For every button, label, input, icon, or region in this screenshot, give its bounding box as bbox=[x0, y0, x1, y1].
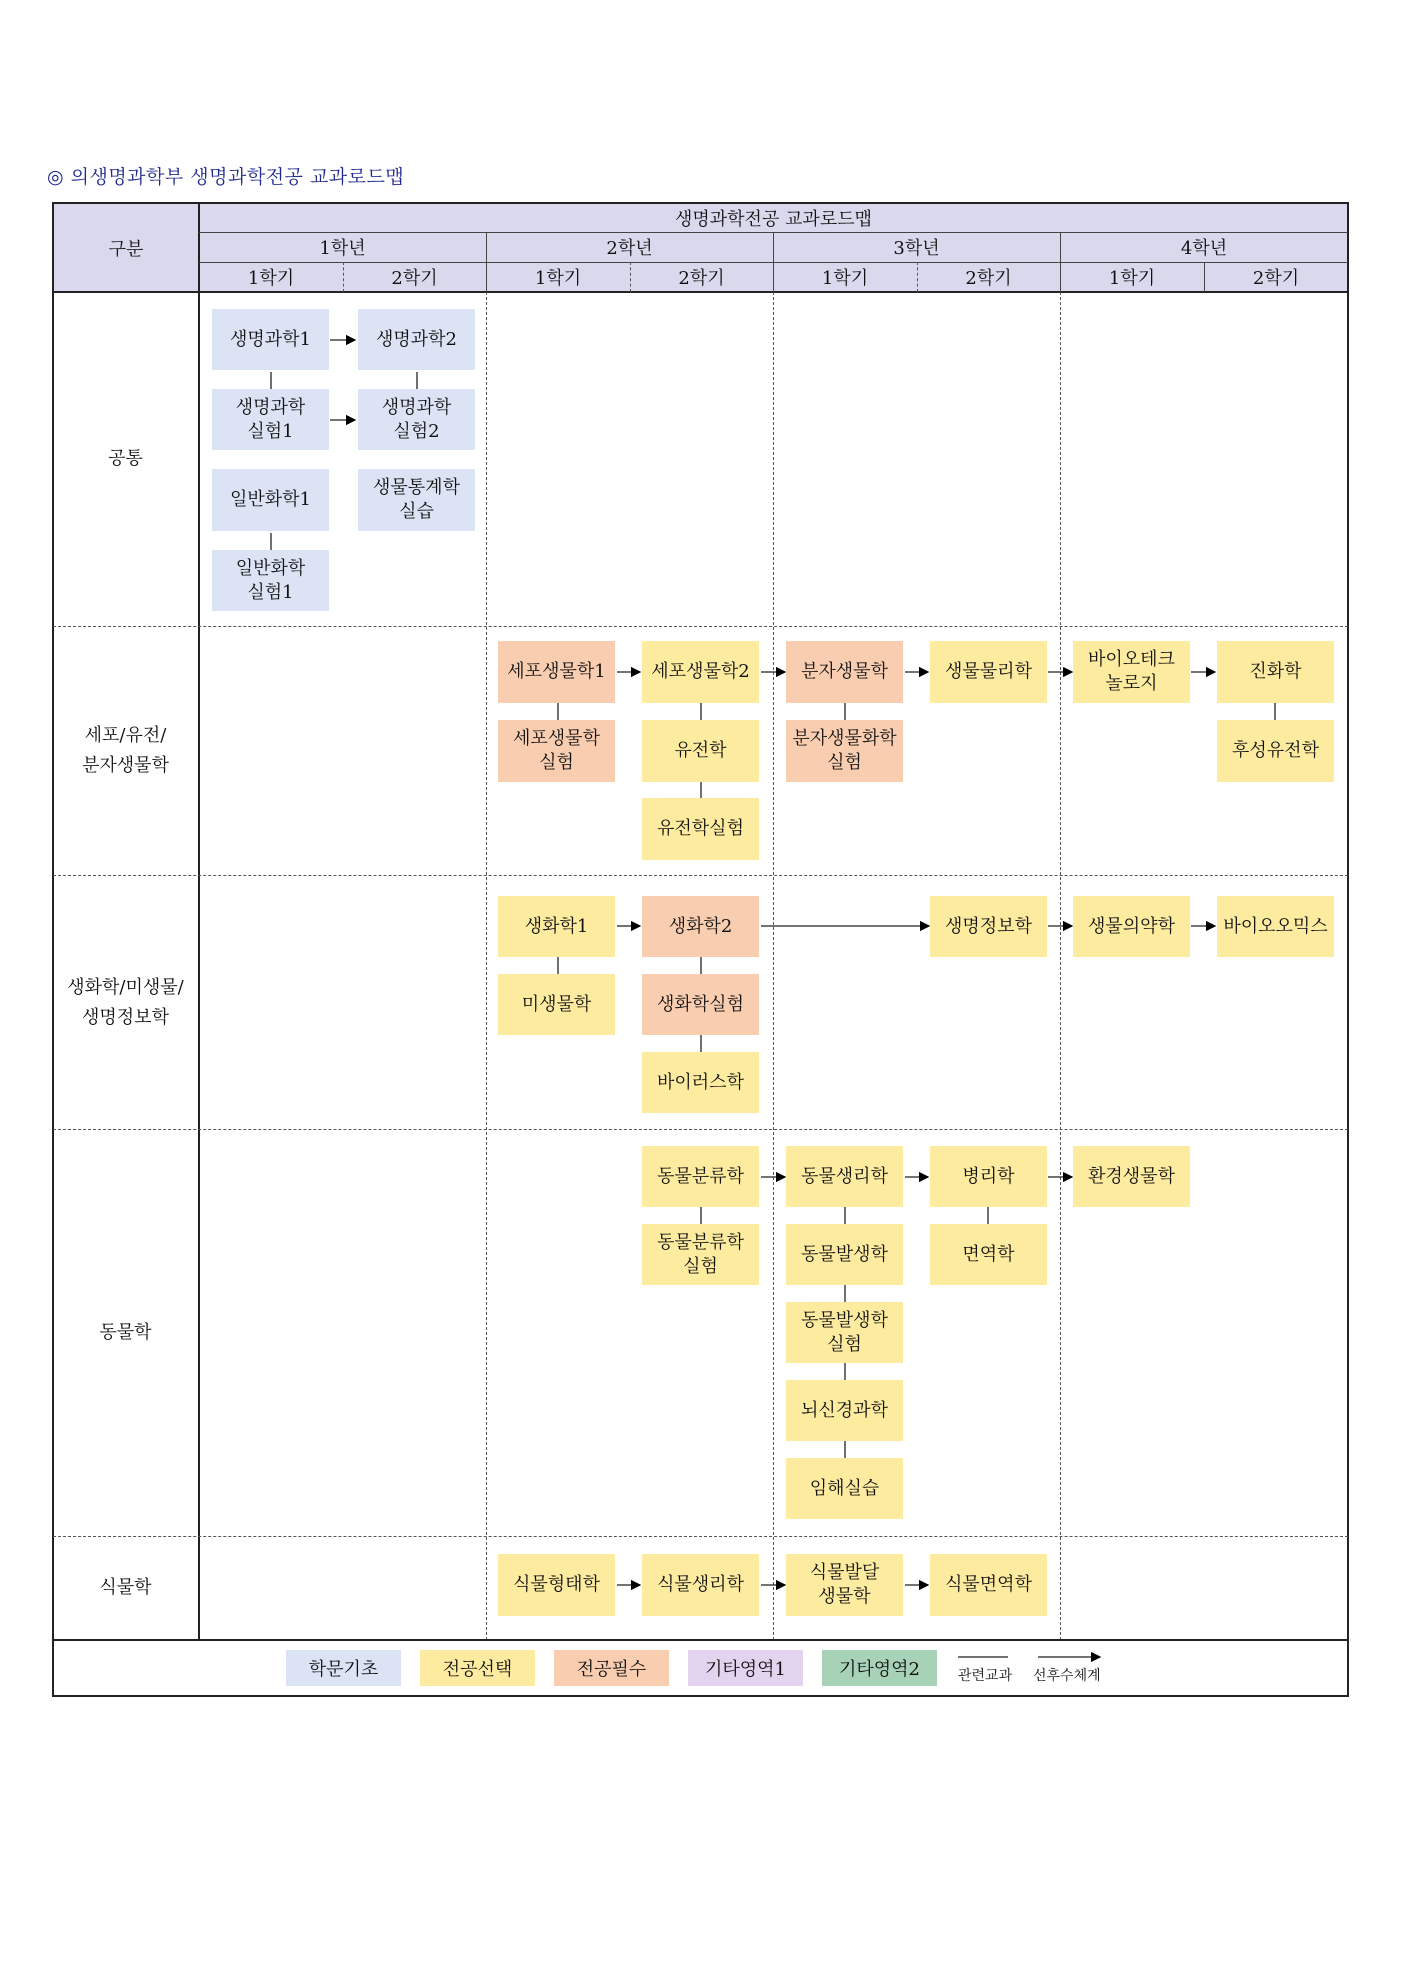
course-box: 세포생물학 실험 bbox=[498, 720, 615, 782]
course-box: 미생물학 bbox=[498, 974, 615, 1035]
header-semester: 2학기 bbox=[1252, 268, 1300, 289]
row-label-common: 공통 bbox=[108, 448, 143, 469]
course-box: 바이러스학 bbox=[642, 1052, 759, 1113]
divider bbox=[53, 1129, 1348, 1130]
course-box: 생명과학2 bbox=[358, 309, 475, 370]
course-box: 세포생물학1 bbox=[498, 641, 615, 703]
course-box: 생화학2 bbox=[642, 896, 759, 957]
course-box: 병리학 bbox=[930, 1146, 1047, 1207]
course-box: 분자생물학 bbox=[786, 641, 903, 703]
course-box: 유전학실험 bbox=[642, 798, 759, 860]
divider bbox=[773, 232, 774, 292]
course-box: 환경생물학 bbox=[1073, 1146, 1190, 1207]
divider bbox=[53, 1536, 1348, 1537]
course-box: 면역학 bbox=[930, 1224, 1047, 1285]
divider bbox=[630, 262, 631, 292]
course-box: 동물발생학 실험 bbox=[786, 1302, 903, 1363]
course-box: 식물발달 생물학 bbox=[786, 1554, 903, 1616]
divider bbox=[486, 232, 487, 292]
row-label-biochem: 생화학/미생물/ 생명정보학 bbox=[67, 976, 184, 1028]
legend-elective: 전공선택 bbox=[420, 1650, 535, 1686]
course-box: 생물물리학 bbox=[930, 641, 1047, 703]
divider bbox=[343, 262, 344, 292]
header-semester: 2학기 bbox=[391, 268, 438, 289]
course-box: 바이오오믹스 bbox=[1217, 896, 1334, 957]
header-semester: 1학기 bbox=[1108, 268, 1156, 289]
header-semester: 1학기 bbox=[534, 268, 582, 289]
course-box: 일반화학 실험1 bbox=[212, 550, 329, 611]
header-year-3: 3학년 bbox=[893, 238, 940, 259]
course-box: 생명과학1 bbox=[212, 309, 329, 370]
divider bbox=[1204, 262, 1205, 292]
divider bbox=[53, 626, 1348, 627]
course-box: 유전학 bbox=[642, 720, 759, 782]
course-box: 후성유전학 bbox=[1217, 720, 1334, 782]
course-box: 생명과학 실험2 bbox=[358, 389, 475, 450]
course-box: 생화학실험 bbox=[642, 974, 759, 1035]
divider bbox=[53, 1639, 1348, 1641]
course-box: 동물분류학 bbox=[642, 1146, 759, 1207]
header-semester: 1학기 bbox=[247, 268, 295, 289]
header-category: 구분 bbox=[108, 238, 144, 260]
divider bbox=[53, 875, 1348, 876]
header-year-4: 4학년 bbox=[1180, 238, 1228, 259]
divider bbox=[198, 203, 200, 1640]
header-main: 생명과학전공 교과로드맵 bbox=[675, 208, 872, 230]
divider bbox=[1060, 232, 1061, 292]
course-box: 진화학 bbox=[1217, 641, 1334, 703]
divider bbox=[486, 292, 487, 1640]
row-label-animal: 동물학 bbox=[99, 1322, 152, 1343]
legend-basic: 학문기초 bbox=[286, 1650, 401, 1686]
course-box: 생물의약학 bbox=[1073, 896, 1190, 957]
header-semester: 2학기 bbox=[678, 268, 725, 289]
row-label-plant: 식물학 bbox=[99, 1577, 152, 1598]
header-semester: 1학기 bbox=[821, 268, 869, 289]
course-box: 임해실습 bbox=[786, 1458, 903, 1519]
course-box: 식물면역학 bbox=[930, 1554, 1047, 1616]
header-year-2: 2학년 bbox=[606, 238, 653, 259]
course-box: 생명과학 실험1 bbox=[212, 389, 329, 450]
legend-etc1: 기타영역1 bbox=[688, 1650, 803, 1686]
course-box: 세포생물학2 bbox=[642, 641, 759, 703]
course-box: 동물발생학 bbox=[786, 1224, 903, 1285]
divider bbox=[773, 292, 774, 1640]
legend-prereq: 선후수체계 bbox=[1033, 1668, 1101, 1684]
course-box: 식물형태학 bbox=[498, 1554, 615, 1616]
divider bbox=[53, 291, 1348, 293]
course-box: 생물통계학 실습 bbox=[358, 469, 475, 531]
legend-required: 전공필수 bbox=[554, 1650, 669, 1686]
header-year-1: 1학년 bbox=[319, 238, 366, 259]
page-title: ◎ 의생명과학부 생명과학전공 교과로드맵 bbox=[47, 166, 405, 188]
legend-etc2: 기타영역2 bbox=[822, 1650, 937, 1686]
legend-related: 관련교과 bbox=[958, 1668, 1013, 1684]
divider bbox=[917, 262, 918, 292]
header-semester: 2학기 bbox=[965, 268, 1012, 289]
course-box: 일반화학1 bbox=[212, 469, 329, 531]
course-box: 동물생리학 bbox=[786, 1146, 903, 1207]
course-box: 바이오테크 놀로지 bbox=[1073, 641, 1190, 703]
divider bbox=[1060, 292, 1061, 1640]
row-label-cell: 세포/유전/ 분자생물학 bbox=[82, 725, 169, 776]
course-box: 식물생리학 bbox=[642, 1554, 759, 1616]
course-box: 동물분류학 실험 bbox=[642, 1224, 759, 1285]
course-box: 뇌신경과학 bbox=[786, 1380, 903, 1441]
course-box: 생명정보학 bbox=[930, 896, 1047, 957]
course-box: 분자생물화학 실험 bbox=[786, 720, 903, 782]
course-box: 생화학1 bbox=[498, 896, 615, 957]
